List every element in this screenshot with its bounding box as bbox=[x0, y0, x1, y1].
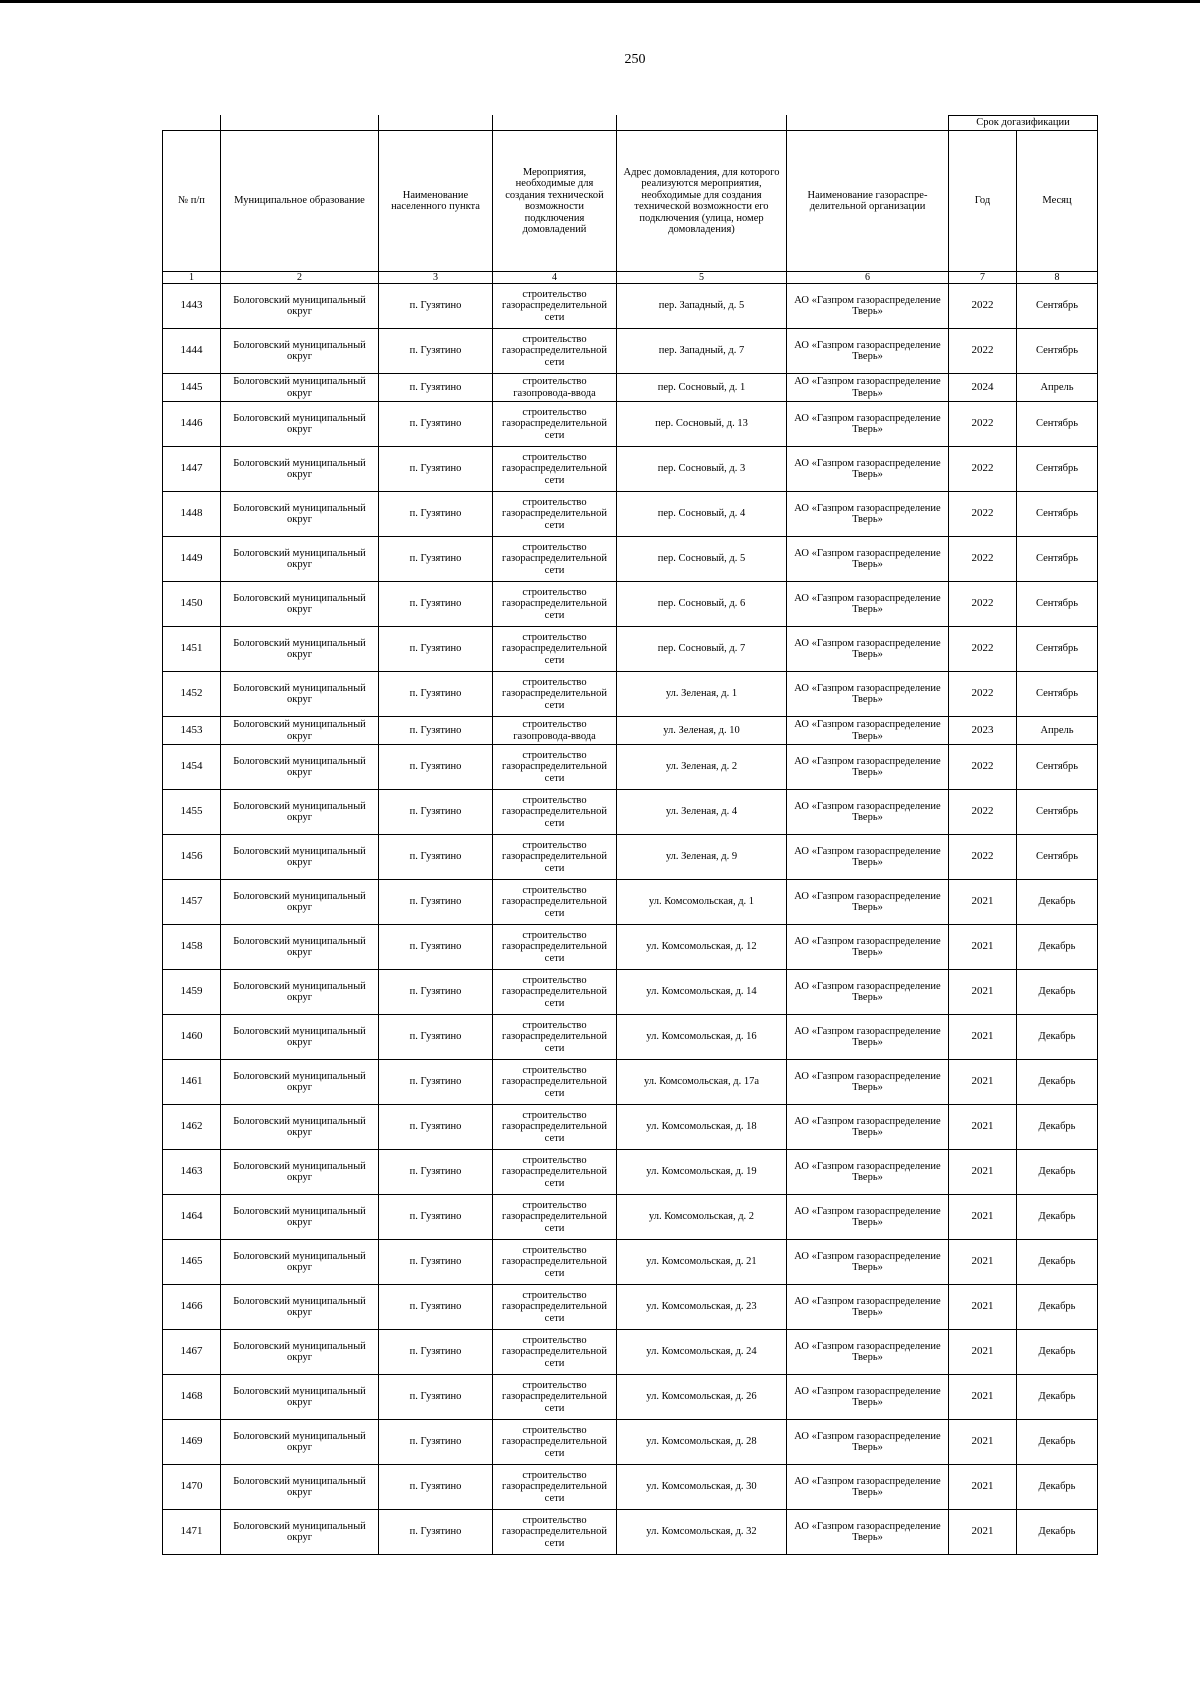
month-cell: Декабрь bbox=[1017, 970, 1098, 1015]
year-cell: 2024 bbox=[949, 374, 1017, 402]
gdo-cell: АО «Газпром газораспределение Тверь» bbox=[787, 1105, 949, 1150]
address-cell: ул. Комсомольская, д. 1 bbox=[617, 880, 787, 925]
year-cell: 2021 bbox=[949, 970, 1017, 1015]
gdo-cell: АО «Газпром газораспределение Тверь» bbox=[787, 880, 949, 925]
municipality-cell: Бологовский муниципальный округ bbox=[221, 284, 379, 329]
header-term-group: Срок догазификации bbox=[949, 116, 1098, 131]
table-row bbox=[163, 374, 1098, 402]
measure-cell: строительство газораспределительной сети bbox=[493, 1420, 617, 1465]
row-number: 1461 bbox=[163, 1060, 221, 1105]
municipality-cell: Бологовский муниципальный округ bbox=[221, 627, 379, 672]
address-cell: пер. Сосновый, д. 6 bbox=[617, 582, 787, 627]
table-row bbox=[163, 745, 1098, 790]
gdo-cell: АО «Газпром газораспределение Тверь» bbox=[787, 970, 949, 1015]
address-cell: ул. Зеленая, д. 10 bbox=[617, 717, 787, 745]
measure-cell: строительство газораспределительной сети bbox=[493, 1510, 617, 1555]
table-row bbox=[163, 402, 1098, 447]
settlement-cell: п. Гузятино bbox=[379, 1330, 493, 1375]
measure-cell: строительство газораспределительной сети bbox=[493, 835, 617, 880]
address-cell: ул. Комсомольская, д. 26 bbox=[617, 1375, 787, 1420]
address-cell: ул. Комсомольская, д. 2 bbox=[617, 1195, 787, 1240]
year-cell: 2022 bbox=[949, 284, 1017, 329]
measure-cell: строительство газораспределительной сети bbox=[493, 537, 617, 582]
table-row bbox=[163, 672, 1098, 717]
year-cell: 2022 bbox=[949, 402, 1017, 447]
address-cell: пер. Сосновый, д. 7 bbox=[617, 627, 787, 672]
gdo-cell: АО «Газпром газораспределение Тверь» bbox=[787, 1465, 949, 1510]
municipality-cell: Бологовский муниципальный округ bbox=[221, 329, 379, 374]
row-number: 1454 bbox=[163, 745, 221, 790]
header-year: Год bbox=[949, 131, 1017, 272]
measure-cell: строительство газораспределительной сети bbox=[493, 329, 617, 374]
header-address: Адрес домовладения, для которого реализуются мероприятия, необходимые для создания технической возможности его подключения (улица, номер домовладения) bbox=[617, 131, 787, 272]
address-cell: ул. Комсомольская, д. 14 bbox=[617, 970, 787, 1015]
measure-cell: строительство газораспределительной сети bbox=[493, 492, 617, 537]
settlement-cell: п. Гузятино bbox=[379, 1105, 493, 1150]
month-cell: Декабрь bbox=[1017, 1465, 1098, 1510]
row-number: 1450 bbox=[163, 582, 221, 627]
table-row bbox=[163, 1285, 1098, 1330]
municipality-cell: Бологовский муниципальный округ bbox=[221, 537, 379, 582]
table-row bbox=[163, 1240, 1098, 1285]
municipality-cell: Бологовский муниципальный округ bbox=[221, 672, 379, 717]
measure-cell: строительство газораспределительной сети bbox=[493, 1150, 617, 1195]
gdo-cell: АО «Газпром газораспределение Тверь» bbox=[787, 1150, 949, 1195]
header-spacer bbox=[379, 116, 493, 131]
row-number: 1457 bbox=[163, 880, 221, 925]
measure-cell: строительство газопровода-ввода bbox=[493, 717, 617, 745]
measure-cell: строительство газораспределительной сети bbox=[493, 1060, 617, 1105]
month-cell: Сентябрь bbox=[1017, 627, 1098, 672]
municipality-cell: Бологовский муниципальный округ bbox=[221, 717, 379, 745]
gdo-cell: АО «Газпром газораспределение Тверь» bbox=[787, 627, 949, 672]
month-cell: Апрель bbox=[1017, 374, 1098, 402]
year-cell: 2021 bbox=[949, 1240, 1017, 1285]
address-cell: ул. Зеленая, д. 9 bbox=[617, 835, 787, 880]
settlement-cell: п. Гузятино bbox=[379, 1015, 493, 1060]
municipality-cell: Бологовский муниципальный округ bbox=[221, 1510, 379, 1555]
year-cell: 2022 bbox=[949, 447, 1017, 492]
table-header bbox=[163, 116, 1098, 284]
municipality-cell: Бологовский муниципальный округ bbox=[221, 745, 379, 790]
row-number: 1465 bbox=[163, 1240, 221, 1285]
year-cell: 2021 bbox=[949, 1150, 1017, 1195]
settlement-cell: п. Гузятино bbox=[379, 582, 493, 627]
column-number: 6 bbox=[787, 272, 949, 284]
settlement-cell: п. Гузятино bbox=[379, 627, 493, 672]
row-number: 1449 bbox=[163, 537, 221, 582]
month-cell: Сентябрь bbox=[1017, 672, 1098, 717]
municipality-cell: Бологовский муниципальный округ bbox=[221, 1465, 379, 1510]
year-cell: 2021 bbox=[949, 1285, 1017, 1330]
table-row bbox=[163, 1420, 1098, 1465]
gdo-cell: АО «Газпром газораспределение Тверь» bbox=[787, 374, 949, 402]
measure-cell: строительство газораспределительной сети bbox=[493, 1465, 617, 1510]
measure-cell: строительство газораспределительной сети bbox=[493, 1105, 617, 1150]
row-number: 1469 bbox=[163, 1420, 221, 1465]
header-municipality: Муниципальное образование bbox=[221, 131, 379, 272]
measure-cell: строительство газораспределительной сети bbox=[493, 880, 617, 925]
row-number: 1448 bbox=[163, 492, 221, 537]
table-row bbox=[163, 1015, 1098, 1060]
table-row bbox=[163, 717, 1098, 745]
municipality-cell: Бологовский муниципальный округ bbox=[221, 582, 379, 627]
gdo-cell: АО «Газпром газораспределение Тверь» bbox=[787, 835, 949, 880]
table-row bbox=[163, 835, 1098, 880]
address-cell: пер. Сосновый, д. 1 bbox=[617, 374, 787, 402]
gdo-cell: АО «Газпром газораспределение Тверь» bbox=[787, 447, 949, 492]
municipality-cell: Бологовский муниципальный округ bbox=[221, 402, 379, 447]
measure-cell: строительство газораспределительной сети bbox=[493, 745, 617, 790]
year-cell: 2022 bbox=[949, 745, 1017, 790]
address-cell: ул. Зеленая, д. 2 bbox=[617, 745, 787, 790]
row-number: 1459 bbox=[163, 970, 221, 1015]
municipality-cell: Бологовский муниципальный округ bbox=[221, 925, 379, 970]
address-cell: пер. Западный, д. 5 bbox=[617, 284, 787, 329]
year-cell: 2022 bbox=[949, 329, 1017, 374]
month-cell: Декабрь bbox=[1017, 1195, 1098, 1240]
month-cell: Сентябрь bbox=[1017, 492, 1098, 537]
measure-cell: строительство газораспределительной сети bbox=[493, 1375, 617, 1420]
column-number: 5 bbox=[617, 272, 787, 284]
address-cell: ул. Комсомольская, д. 16 bbox=[617, 1015, 787, 1060]
month-cell: Декабрь bbox=[1017, 1420, 1098, 1465]
settlement-cell: п. Гузятино bbox=[379, 1510, 493, 1555]
year-cell: 2021 bbox=[949, 1105, 1017, 1150]
gdo-cell: АО «Газпром газораспределение Тверь» bbox=[787, 402, 949, 447]
table-row bbox=[163, 1510, 1098, 1555]
row-number: 1464 bbox=[163, 1195, 221, 1240]
settlement-cell: п. Гузятино bbox=[379, 970, 493, 1015]
settlement-cell: п. Гузятино bbox=[379, 1375, 493, 1420]
gdo-cell: АО «Газпром газораспределение Тверь» bbox=[787, 1510, 949, 1555]
settlement-cell: п. Гузятино bbox=[379, 880, 493, 925]
header-spacer bbox=[617, 116, 787, 131]
measure-cell: строительство газораспределительной сети bbox=[493, 1240, 617, 1285]
year-cell: 2021 bbox=[949, 1195, 1017, 1240]
settlement-cell: п. Гузятино bbox=[379, 284, 493, 329]
month-cell: Сентябрь bbox=[1017, 790, 1098, 835]
month-cell: Декабрь bbox=[1017, 1240, 1098, 1285]
year-cell: 2022 bbox=[949, 672, 1017, 717]
gasification-table bbox=[162, 115, 1098, 1555]
municipality-cell: Бологовский муниципальный округ bbox=[221, 447, 379, 492]
header-spacer bbox=[787, 116, 949, 131]
year-cell: 2022 bbox=[949, 790, 1017, 835]
measure-cell: строительство газораспределительной сети bbox=[493, 627, 617, 672]
table-row bbox=[163, 537, 1098, 582]
address-cell: ул. Зеленая, д. 1 bbox=[617, 672, 787, 717]
settlement-cell: п. Гузятино bbox=[379, 745, 493, 790]
month-cell: Декабрь bbox=[1017, 1060, 1098, 1105]
table-body bbox=[163, 284, 1098, 1555]
year-cell: 2022 bbox=[949, 492, 1017, 537]
settlement-cell: п. Гузятино bbox=[379, 1195, 493, 1240]
settlement-cell: п. Гузятино bbox=[379, 537, 493, 582]
gdo-cell: АО «Газпром газораспределение Тверь» bbox=[787, 925, 949, 970]
measure-cell: строительство газораспределительной сети bbox=[493, 447, 617, 492]
gdo-cell: АО «Газпром газораспределение Тверь» bbox=[787, 717, 949, 745]
measure-cell: строительство газораспределительной сети bbox=[493, 582, 617, 627]
column-number: 2 bbox=[221, 272, 379, 284]
year-cell: 2021 bbox=[949, 925, 1017, 970]
table-row bbox=[163, 1375, 1098, 1420]
gdo-cell: АО «Газпром газораспределение Тверь» bbox=[787, 1375, 949, 1420]
municipality-cell: Бологовский муниципальный округ bbox=[221, 880, 379, 925]
municipality-cell: Бологовский муниципальный округ bbox=[221, 790, 379, 835]
settlement-cell: п. Гузятино bbox=[379, 1465, 493, 1510]
address-cell: ул. Комсомольская, д. 24 bbox=[617, 1330, 787, 1375]
gdo-cell: АО «Газпром газораспределение Тверь» bbox=[787, 1240, 949, 1285]
month-cell: Декабрь bbox=[1017, 1015, 1098, 1060]
month-cell: Сентябрь bbox=[1017, 537, 1098, 582]
year-cell: 2022 bbox=[949, 537, 1017, 582]
top-rule bbox=[0, 0, 1200, 3]
gdo-cell: АО «Газпром газораспределение Тверь» bbox=[787, 790, 949, 835]
settlement-cell: п. Гузятино bbox=[379, 1060, 493, 1105]
settlement-cell: п. Гузятино bbox=[379, 925, 493, 970]
month-cell: Декабрь bbox=[1017, 1105, 1098, 1150]
gdo-cell: АО «Газпром газораспределение Тверь» bbox=[787, 492, 949, 537]
measure-cell: строительство газораспределительной сети bbox=[493, 1285, 617, 1330]
year-cell: 2022 bbox=[949, 835, 1017, 880]
settlement-cell: п. Гузятино bbox=[379, 329, 493, 374]
column-number: 1 bbox=[163, 272, 221, 284]
row-number: 1460 bbox=[163, 1015, 221, 1060]
table-row bbox=[163, 582, 1098, 627]
row-number: 1458 bbox=[163, 925, 221, 970]
table-row bbox=[163, 925, 1098, 970]
header-settlement: Наименование населенного пункта bbox=[379, 131, 493, 272]
measure-cell: строительство газораспределительной сети bbox=[493, 970, 617, 1015]
municipality-cell: Бологовский муниципальный округ bbox=[221, 1375, 379, 1420]
address-cell: пер. Сосновый, д. 4 bbox=[617, 492, 787, 537]
table-row bbox=[163, 329, 1098, 374]
month-cell: Декабрь bbox=[1017, 1510, 1098, 1555]
month-cell: Декабрь bbox=[1017, 1330, 1098, 1375]
month-cell: Декабрь bbox=[1017, 1150, 1098, 1195]
table-row bbox=[163, 1330, 1098, 1375]
municipality-cell: Бологовский муниципальный округ bbox=[221, 970, 379, 1015]
gdo-cell: АО «Газпром газораспределение Тверь» bbox=[787, 672, 949, 717]
settlement-cell: п. Гузятино bbox=[379, 402, 493, 447]
table-row bbox=[163, 1465, 1098, 1510]
gdo-cell: АО «Газпром газораспределение Тверь» bbox=[787, 1330, 949, 1375]
year-cell: 2023 bbox=[949, 717, 1017, 745]
address-cell: ул. Зеленая, д. 4 bbox=[617, 790, 787, 835]
table-row bbox=[163, 627, 1098, 672]
row-number: 1466 bbox=[163, 1285, 221, 1330]
settlement-cell: п. Гузятино bbox=[379, 1150, 493, 1195]
row-number: 1453 bbox=[163, 717, 221, 745]
row-number: 1445 bbox=[163, 374, 221, 402]
year-cell: 2021 bbox=[949, 1060, 1017, 1105]
municipality-cell: Бологовский муниципальный округ bbox=[221, 1330, 379, 1375]
address-cell: ул. Комсомольская, д. 17а bbox=[617, 1060, 787, 1105]
gdo-cell: АО «Газпром газораспределение Тверь» bbox=[787, 1060, 949, 1105]
measure-cell: строительство газораспределительной сети bbox=[493, 925, 617, 970]
row-number: 1443 bbox=[163, 284, 221, 329]
measure-cell: строительство газораспределительной сети bbox=[493, 284, 617, 329]
address-cell: ул. Комсомольская, д. 21 bbox=[617, 1240, 787, 1285]
municipality-cell: Бологовский муниципальный округ bbox=[221, 835, 379, 880]
header-gdo: Наименование газораспре-делительной организации bbox=[787, 131, 949, 272]
gdo-cell: АО «Газпром газораспределение Тверь» bbox=[787, 329, 949, 374]
row-number: 1462 bbox=[163, 1105, 221, 1150]
header-num: № п/п bbox=[163, 131, 221, 272]
address-cell: ул. Комсомольская, д. 19 bbox=[617, 1150, 787, 1195]
municipality-cell: Бологовский муниципальный округ bbox=[221, 1420, 379, 1465]
address-cell: пер. Сосновый, д. 13 bbox=[617, 402, 787, 447]
address-cell: пер. Сосновый, д. 5 bbox=[617, 537, 787, 582]
table-row bbox=[163, 447, 1098, 492]
settlement-cell: п. Гузятино bbox=[379, 790, 493, 835]
gdo-cell: АО «Газпром газораспределение Тверь» bbox=[787, 1195, 949, 1240]
month-cell: Сентябрь bbox=[1017, 284, 1098, 329]
row-number: 1467 bbox=[163, 1330, 221, 1375]
municipality-cell: Бологовский муниципальный округ bbox=[221, 1150, 379, 1195]
address-cell: пер. Западный, д. 7 bbox=[617, 329, 787, 374]
month-cell: Сентябрь bbox=[1017, 582, 1098, 627]
row-number: 1446 bbox=[163, 402, 221, 447]
month-cell: Сентябрь bbox=[1017, 329, 1098, 374]
header-spacer bbox=[493, 116, 617, 131]
row-number: 1456 bbox=[163, 835, 221, 880]
municipality-cell: Бологовский муниципальный округ bbox=[221, 492, 379, 537]
gdo-cell: АО «Газпром газораспределение Тверь» bbox=[787, 745, 949, 790]
municipality-cell: Бологовский муниципальный округ bbox=[221, 1105, 379, 1150]
municipality-cell: Бологовский муниципальный округ bbox=[221, 374, 379, 402]
gdo-cell: АО «Газпром газораспределение Тверь» bbox=[787, 1420, 949, 1465]
month-cell: Сентябрь bbox=[1017, 447, 1098, 492]
settlement-cell: п. Гузятино bbox=[379, 1240, 493, 1285]
row-number: 1444 bbox=[163, 329, 221, 374]
row-number: 1463 bbox=[163, 1150, 221, 1195]
measure-cell: строительство газораспределительной сети bbox=[493, 1015, 617, 1060]
address-cell: пер. Сосновый, д. 3 bbox=[617, 447, 787, 492]
municipality-cell: Бологовский муниципальный округ bbox=[221, 1240, 379, 1285]
month-cell: Декабрь bbox=[1017, 1375, 1098, 1420]
column-numbers-row bbox=[163, 272, 1098, 284]
settlement-cell: п. Гузятино bbox=[379, 835, 493, 880]
header-month: Месяц bbox=[1017, 131, 1098, 272]
year-cell: 2022 bbox=[949, 582, 1017, 627]
measure-cell: строительство газораспределительной сети bbox=[493, 402, 617, 447]
measure-cell: строительство газораспределительной сети bbox=[493, 672, 617, 717]
settlement-cell: п. Гузятино bbox=[379, 672, 493, 717]
year-cell: 2021 bbox=[949, 1420, 1017, 1465]
gdo-cell: АО «Газпром газораспределение Тверь» bbox=[787, 284, 949, 329]
month-cell: Сентябрь bbox=[1017, 402, 1098, 447]
row-number: 1468 bbox=[163, 1375, 221, 1420]
page-number: 250 bbox=[624, 52, 646, 67]
measure-cell: строительство газораспределительной сети bbox=[493, 1330, 617, 1375]
settlement-cell: п. Гузятино bbox=[379, 492, 493, 537]
settlement-cell: п. Гузятино bbox=[379, 374, 493, 402]
table-row bbox=[163, 492, 1098, 537]
table-row bbox=[163, 790, 1098, 835]
row-number: 1452 bbox=[163, 672, 221, 717]
table-row bbox=[163, 880, 1098, 925]
header-measures: Мероприятия, необходимые для создания технической возможности подключения домовладений bbox=[493, 131, 617, 272]
municipality-cell: Бологовский муниципальный округ bbox=[221, 1285, 379, 1330]
address-cell: ул. Комсомольская, д. 18 bbox=[617, 1105, 787, 1150]
measure-cell: строительство газораспределительной сети bbox=[493, 1195, 617, 1240]
header-spacer bbox=[221, 116, 379, 131]
table-row bbox=[163, 1060, 1098, 1105]
table-row bbox=[163, 1195, 1098, 1240]
address-cell: ул. Комсомольская, д. 28 bbox=[617, 1420, 787, 1465]
month-cell: Сентябрь bbox=[1017, 835, 1098, 880]
month-cell: Декабрь bbox=[1017, 1285, 1098, 1330]
month-cell: Декабрь bbox=[1017, 880, 1098, 925]
month-cell: Сентябрь bbox=[1017, 745, 1098, 790]
row-number: 1455 bbox=[163, 790, 221, 835]
month-cell: Декабрь bbox=[1017, 925, 1098, 970]
row-number: 1451 bbox=[163, 627, 221, 672]
year-cell: 2021 bbox=[949, 880, 1017, 925]
gdo-cell: АО «Газпром газораспределение Тверь» bbox=[787, 1015, 949, 1060]
measure-cell: строительство газопровода-ввода bbox=[493, 374, 617, 402]
column-number: 4 bbox=[493, 272, 617, 284]
settlement-cell: п. Гузятино bbox=[379, 1420, 493, 1465]
column-number: 8 bbox=[1017, 272, 1098, 284]
municipality-cell: Бологовский муниципальный округ bbox=[221, 1015, 379, 1060]
gdo-cell: АО «Газпром газораспределение Тверь» bbox=[787, 582, 949, 627]
settlement-cell: п. Гузятино bbox=[379, 447, 493, 492]
year-cell: 2022 bbox=[949, 627, 1017, 672]
year-cell: 2021 bbox=[949, 1465, 1017, 1510]
address-cell: ул. Комсомольская, д. 30 bbox=[617, 1465, 787, 1510]
gdo-cell: АО «Газпром газораспределение Тверь» bbox=[787, 537, 949, 582]
row-number: 1447 bbox=[163, 447, 221, 492]
table-row bbox=[163, 1105, 1098, 1150]
year-cell: 2021 bbox=[949, 1015, 1017, 1060]
gdo-cell: АО «Газпром газораспределение Тверь» bbox=[787, 1285, 949, 1330]
year-cell: 2021 bbox=[949, 1330, 1017, 1375]
header-spacer bbox=[163, 116, 221, 131]
year-cell: 2021 bbox=[949, 1510, 1017, 1555]
column-number: 3 bbox=[379, 272, 493, 284]
settlement-cell: п. Гузятино bbox=[379, 1285, 493, 1330]
month-cell: Апрель bbox=[1017, 717, 1098, 745]
table-row bbox=[163, 970, 1098, 1015]
year-cell: 2021 bbox=[949, 1375, 1017, 1420]
measure-cell: строительство газораспределительной сети bbox=[493, 790, 617, 835]
row-number: 1471 bbox=[163, 1510, 221, 1555]
table-row bbox=[163, 284, 1098, 329]
settlement-cell: п. Гузятино bbox=[379, 717, 493, 745]
address-cell: ул. Комсомольская, д. 32 bbox=[617, 1510, 787, 1555]
municipality-cell: Бологовский муниципальный округ bbox=[221, 1195, 379, 1240]
address-cell: ул. Комсомольская, д. 23 bbox=[617, 1285, 787, 1330]
municipality-cell: Бологовский муниципальный округ bbox=[221, 1060, 379, 1105]
row-number: 1470 bbox=[163, 1465, 221, 1510]
column-number: 7 bbox=[949, 272, 1017, 284]
address-cell: ул. Комсомольская, д. 12 bbox=[617, 925, 787, 970]
table-row bbox=[163, 1150, 1098, 1195]
